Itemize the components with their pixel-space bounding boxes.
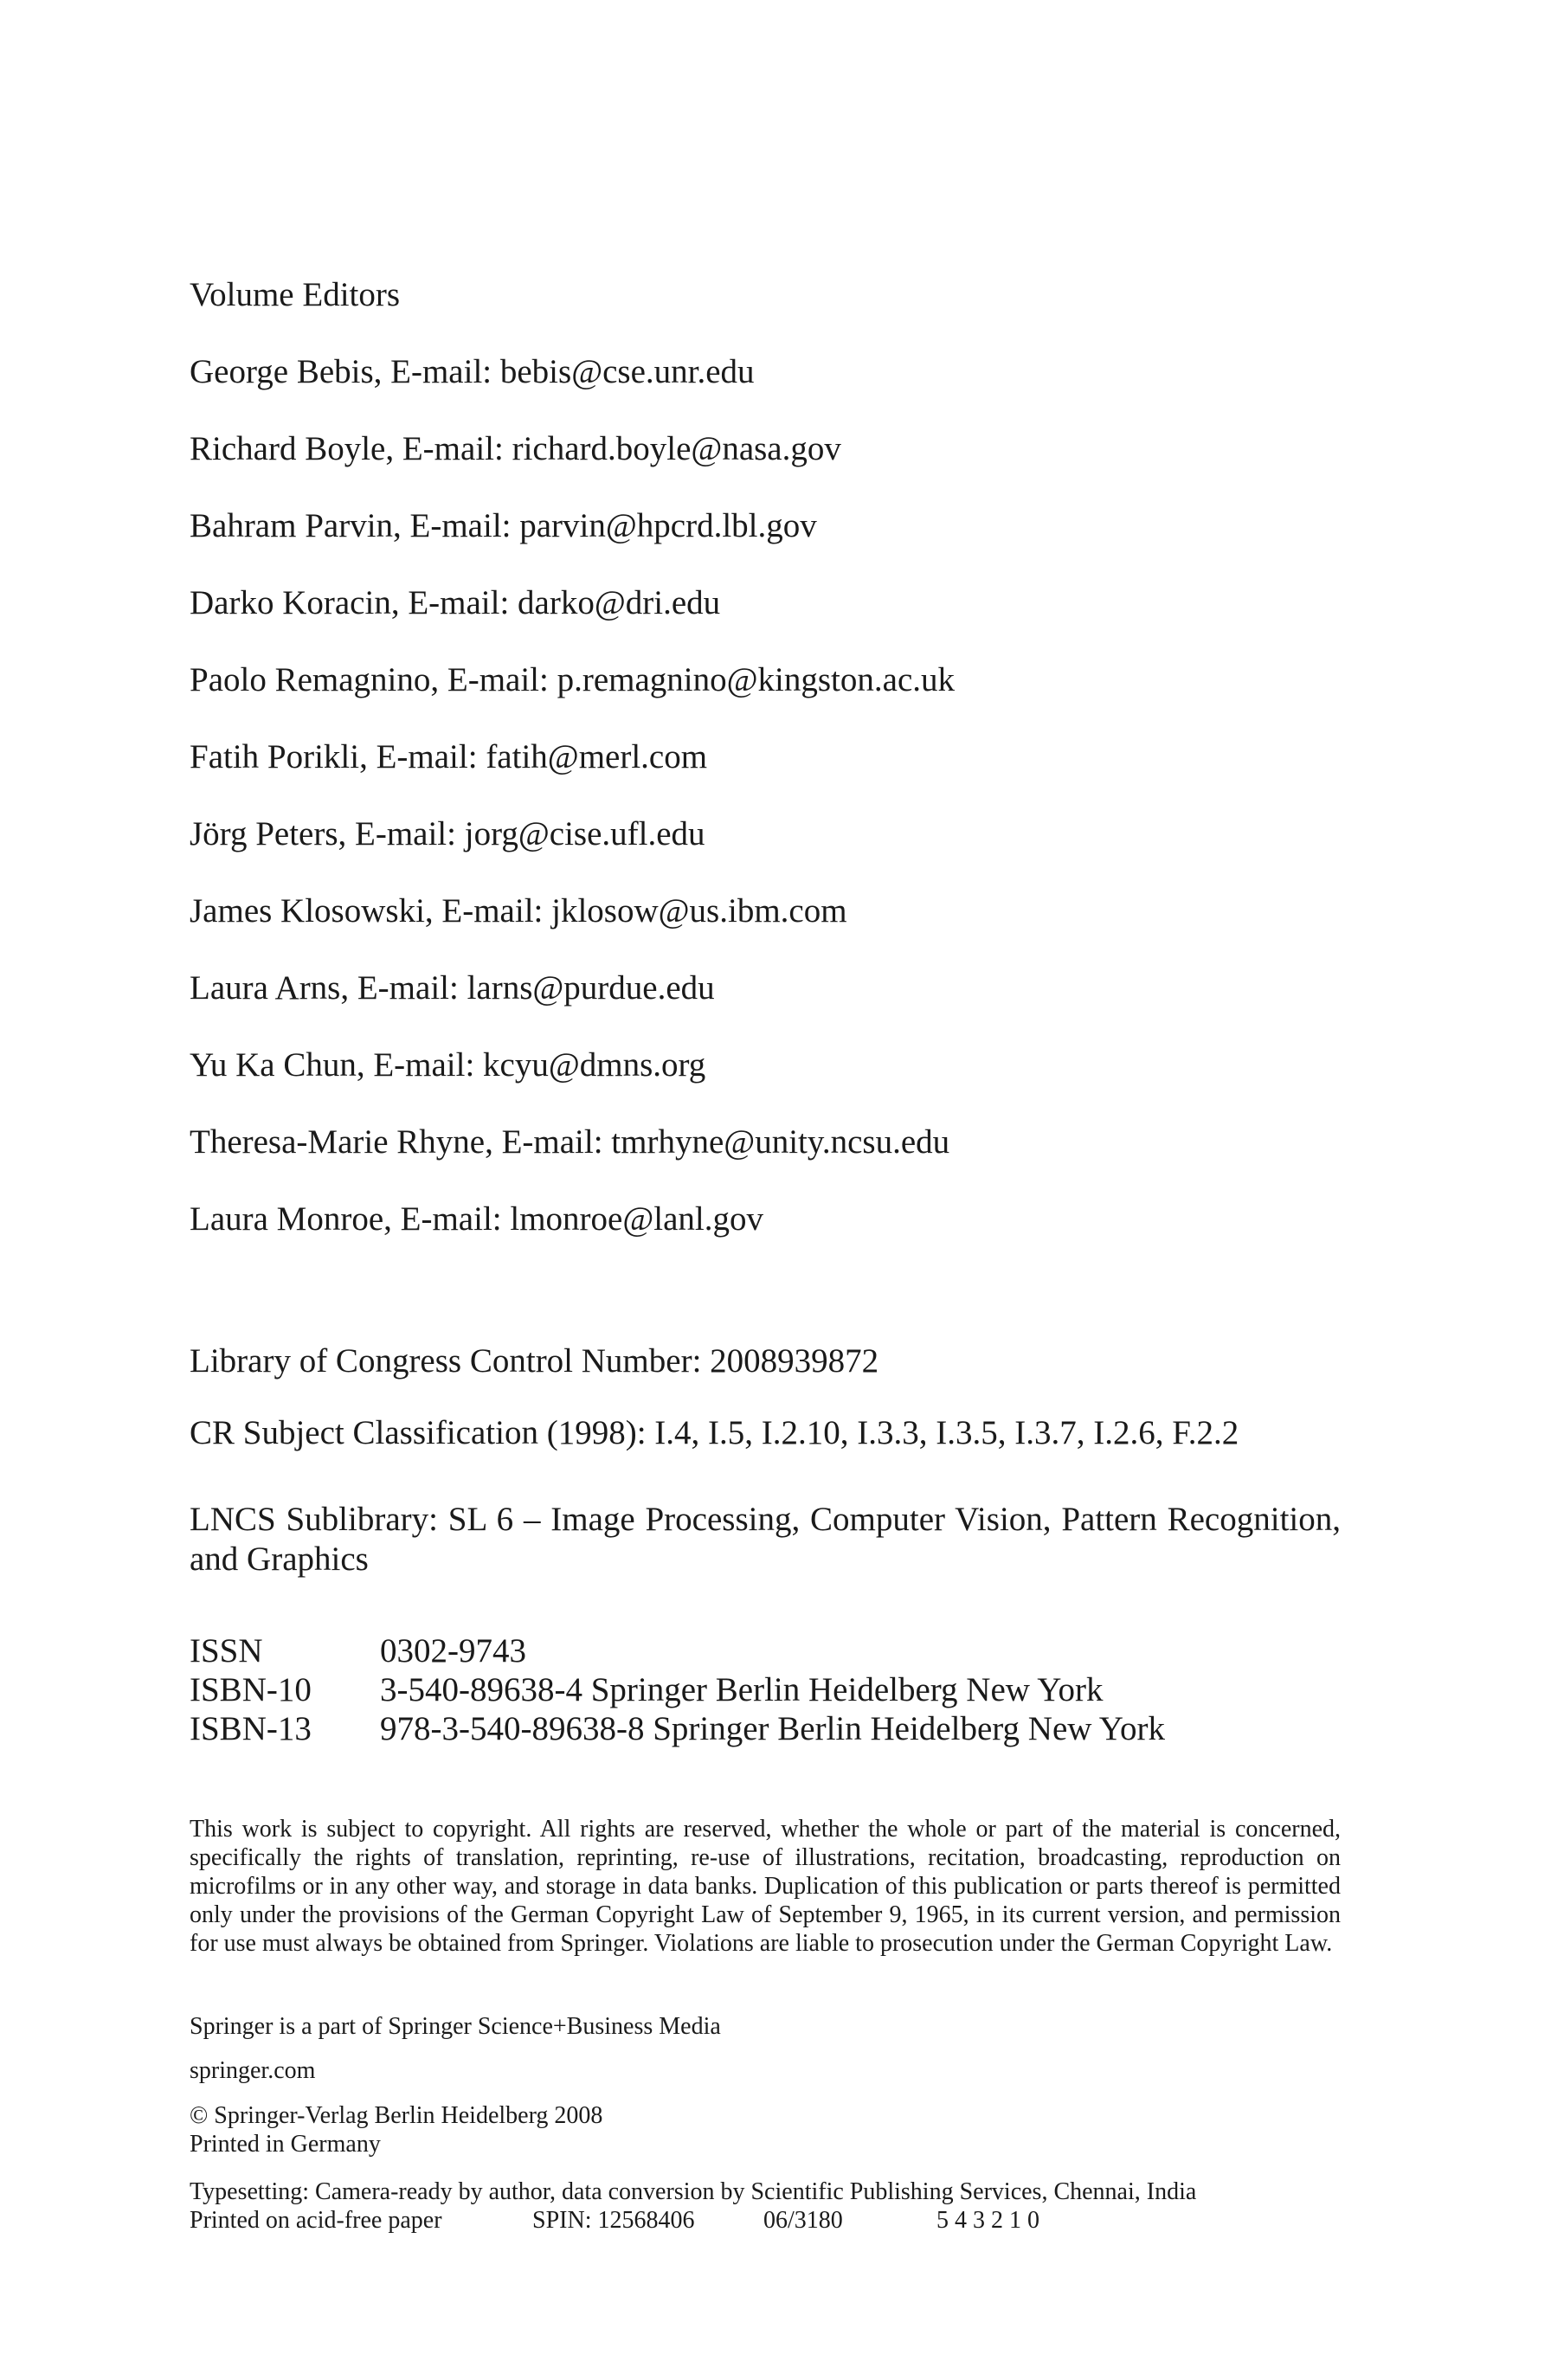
paper-note: Printed on acid-free paper xyxy=(190,2207,442,2234)
editor-line: Yu Ka Chun, E-mail: kcyu@dmns.org xyxy=(190,1046,706,1084)
spin-number: SPIN: 12568406 xyxy=(532,2207,695,2234)
issn-label: ISSN xyxy=(190,1632,263,1669)
library-of-congress-number: Library of Congress Control Number: 2008939872 xyxy=(190,1342,879,1380)
copyright-notice: This work is subject to copyright. All rights are reserved, whether the whole or part of the material is concerned, specifically the rights of translation, reprinting, re-use of illustrations, recitation, broadcasting, reproduction on microfilms or in any other way, and storage in data banks. Duplication of this publication or parts thereof is permitted only under the provisions of the German Copyright Law of September 9, 1965, in its current version, and permission for use must always be obtained from Springer. Violations are liable to prosecution under the German Copyright Law. xyxy=(190,1816,1341,1957)
printed-in-line: Printed in Germany xyxy=(190,2131,381,2158)
volume-editors-heading: Volume Editors xyxy=(190,276,401,313)
editor-line: Fatih Porikli, E-mail: fatih@merl.com xyxy=(190,738,708,775)
isbn10-label: ISBN-10 xyxy=(190,1671,312,1708)
editor-line: George Bebis, E-mail: bebis@cse.unr.edu xyxy=(190,353,755,390)
editor-line: Richard Boyle, E-mail: richard.boyle@nasa.gov xyxy=(190,430,841,467)
editor-line: Laura Arns, E-mail: larns@purdue.edu xyxy=(190,969,715,1007)
print-info-row xyxy=(190,2206,1039,2235)
editor-line: Theresa-Marie Rhyne, E-mail: tmrhyne@unity.ncsu.edu xyxy=(190,1123,950,1161)
editor-line: Darko Koracin, E-mail: darko@dri.edu xyxy=(190,584,721,621)
isbn13-label: ISBN-13 xyxy=(190,1710,312,1747)
editor-line: Laura Monroe, E-mail: lmonroe@lanl.gov xyxy=(190,1200,763,1238)
isbn13-value: 978-3-540-89638-8 Springer Berlin Heidelberg New York xyxy=(380,1710,1165,1747)
print-run: 5 4 3 2 1 0 xyxy=(936,2207,1039,2234)
editor-line: James Klosowski, E-mail: jklosow@us.ibm.com xyxy=(190,892,847,929)
springer-part-line: Springer is a part of Springer Science+Business Media xyxy=(190,2013,721,2040)
editor-line: Bahram Parvin, E-mail: parvin@hpcrd.lbl.gov xyxy=(190,507,817,544)
editor-line: Paolo Remagnino, E-mail: p.remagnino@kingston.ac.uk xyxy=(190,661,956,698)
cr-subject-classification: CR Subject Classification (1998): I.4, I.5, I.2.10, I.3.3, I.3.5, I.3.7, I.2.6, F.2.2 xyxy=(190,1414,1239,1451)
issn-value: 0302-9743 xyxy=(380,1632,526,1669)
typesetting-line: Typesetting: Camera-ready by author, data conversion by Scientific Publishing Services, Chennai, India xyxy=(190,2178,1197,2205)
isbn10-value: 3-540-89638-4 Springer Berlin Heidelberg New York xyxy=(380,1671,1104,1708)
print-code: 06/3180 xyxy=(763,2207,843,2234)
editor-line: Jörg Peters, E-mail: jorg@cise.ufl.edu xyxy=(190,815,705,852)
lncs-sublibrary: LNCS Sublibrary: SL 6 – Image Processing, Computer Vision, Pattern Recognition, and Graphics xyxy=(190,1501,1341,1578)
website-link: springer.com xyxy=(190,2057,316,2084)
copyright-line: © Springer-Verlag Berlin Heidelberg 2008 xyxy=(190,2102,603,2129)
